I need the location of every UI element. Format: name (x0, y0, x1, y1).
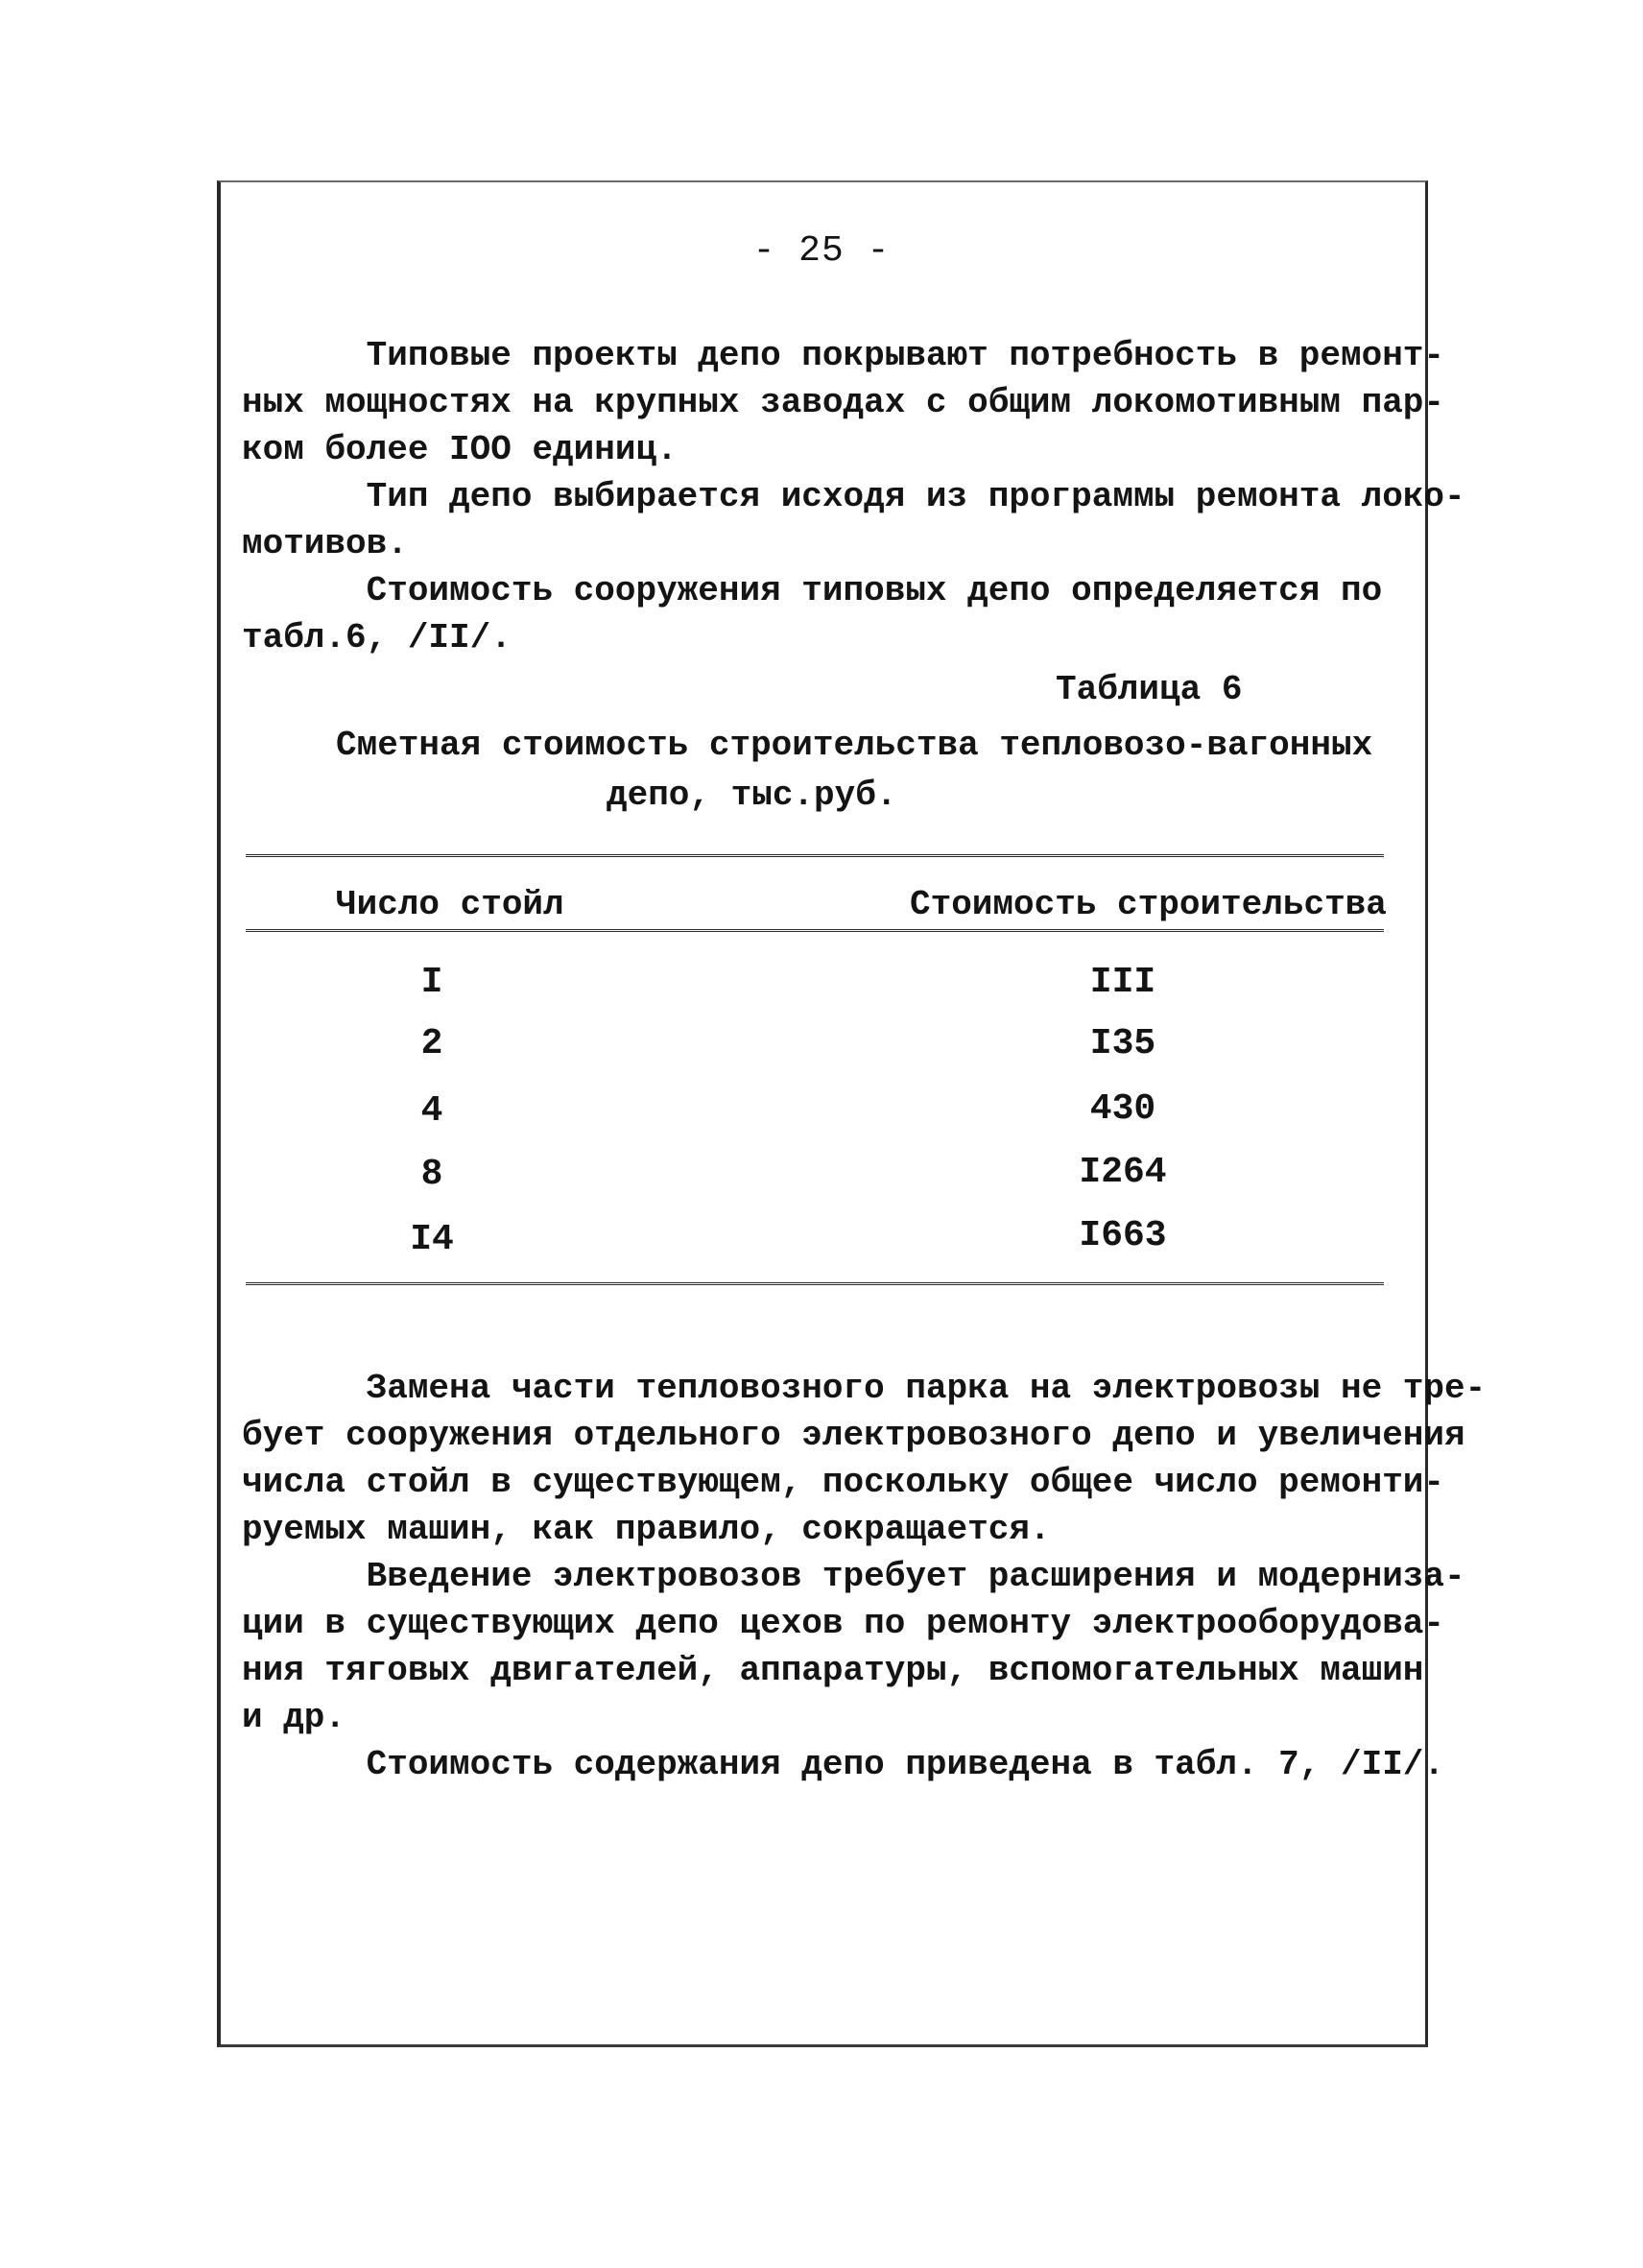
table-top-rule (246, 854, 1384, 860)
cell-stalls: 8 (420, 1154, 443, 1195)
closing-line: Введение электровозов требует расширения и модерниза- (242, 1557, 1465, 1596)
cell-cost: 430 (1089, 1088, 1156, 1130)
cell-stalls: I (420, 962, 443, 1003)
closing-line: и др. (242, 1698, 346, 1737)
closing-line: ции в существующих депо цехов по ремонту электрооборудова- (242, 1604, 1445, 1643)
closing-line: числа стойл в существующем, поскольку общее число ремонти- (242, 1463, 1445, 1502)
intro-line: ком более IOO единиц. (242, 430, 678, 469)
cell-cost: I35 (1089, 1023, 1156, 1064)
table-label: Таблица 6 (1056, 670, 1243, 709)
intro-text (242, 332, 1465, 661)
table-title-continued: депо, тыс.руб. (607, 776, 897, 815)
page-number: - 25 - (752, 230, 891, 272)
intro-line: табл.6, /II/. (242, 618, 512, 657)
column-header-stalls: Число стойл (336, 885, 564, 924)
intro-line: Стоимость сооружения типовых депо определяется по (242, 571, 1383, 610)
cell-cost: I663 (1079, 1215, 1167, 1256)
table-bottom-rule (246, 1282, 1384, 1288)
closing-line: ния тяговых двигателей, аппаратуры, вспомогательных машин (242, 1651, 1424, 1690)
cell-stalls: I4 (410, 1219, 454, 1260)
cell-stalls: 4 (420, 1090, 443, 1132)
closing-line: Стоимость содержания депо приведена в табл. 7, /II/. (242, 1745, 1445, 1784)
cell-cost: I264 (1079, 1152, 1167, 1193)
closing-text (242, 1365, 1487, 1788)
closing-line: бует сооружения отдельного электровозного депо и увеличения (242, 1416, 1465, 1455)
intro-line: мотивов. (242, 524, 408, 563)
closing-line: Замена части тепловозного парка на электровозы не тре- (242, 1369, 1487, 1408)
column-header-cost: Стоимость строительства (910, 885, 1387, 924)
intro-line: ных мощностях на крупных заводах с общим локомотивным пар- (242, 383, 1445, 422)
table-title: Сметная стоимость строительства тепловозо-вагонных (336, 726, 1373, 765)
cell-stalls: 2 (420, 1023, 443, 1064)
intro-line: Типовые проекты депо покрывают потребность в ремонт- (242, 336, 1445, 375)
closing-line: руемых машин, как правило, сокращается. (242, 1510, 1051, 1549)
cell-cost: III (1089, 962, 1156, 1003)
table-header-rule (246, 929, 1384, 935)
intro-line: Тип депо выбирается исходя из программы ремонта локо- (242, 477, 1465, 516)
